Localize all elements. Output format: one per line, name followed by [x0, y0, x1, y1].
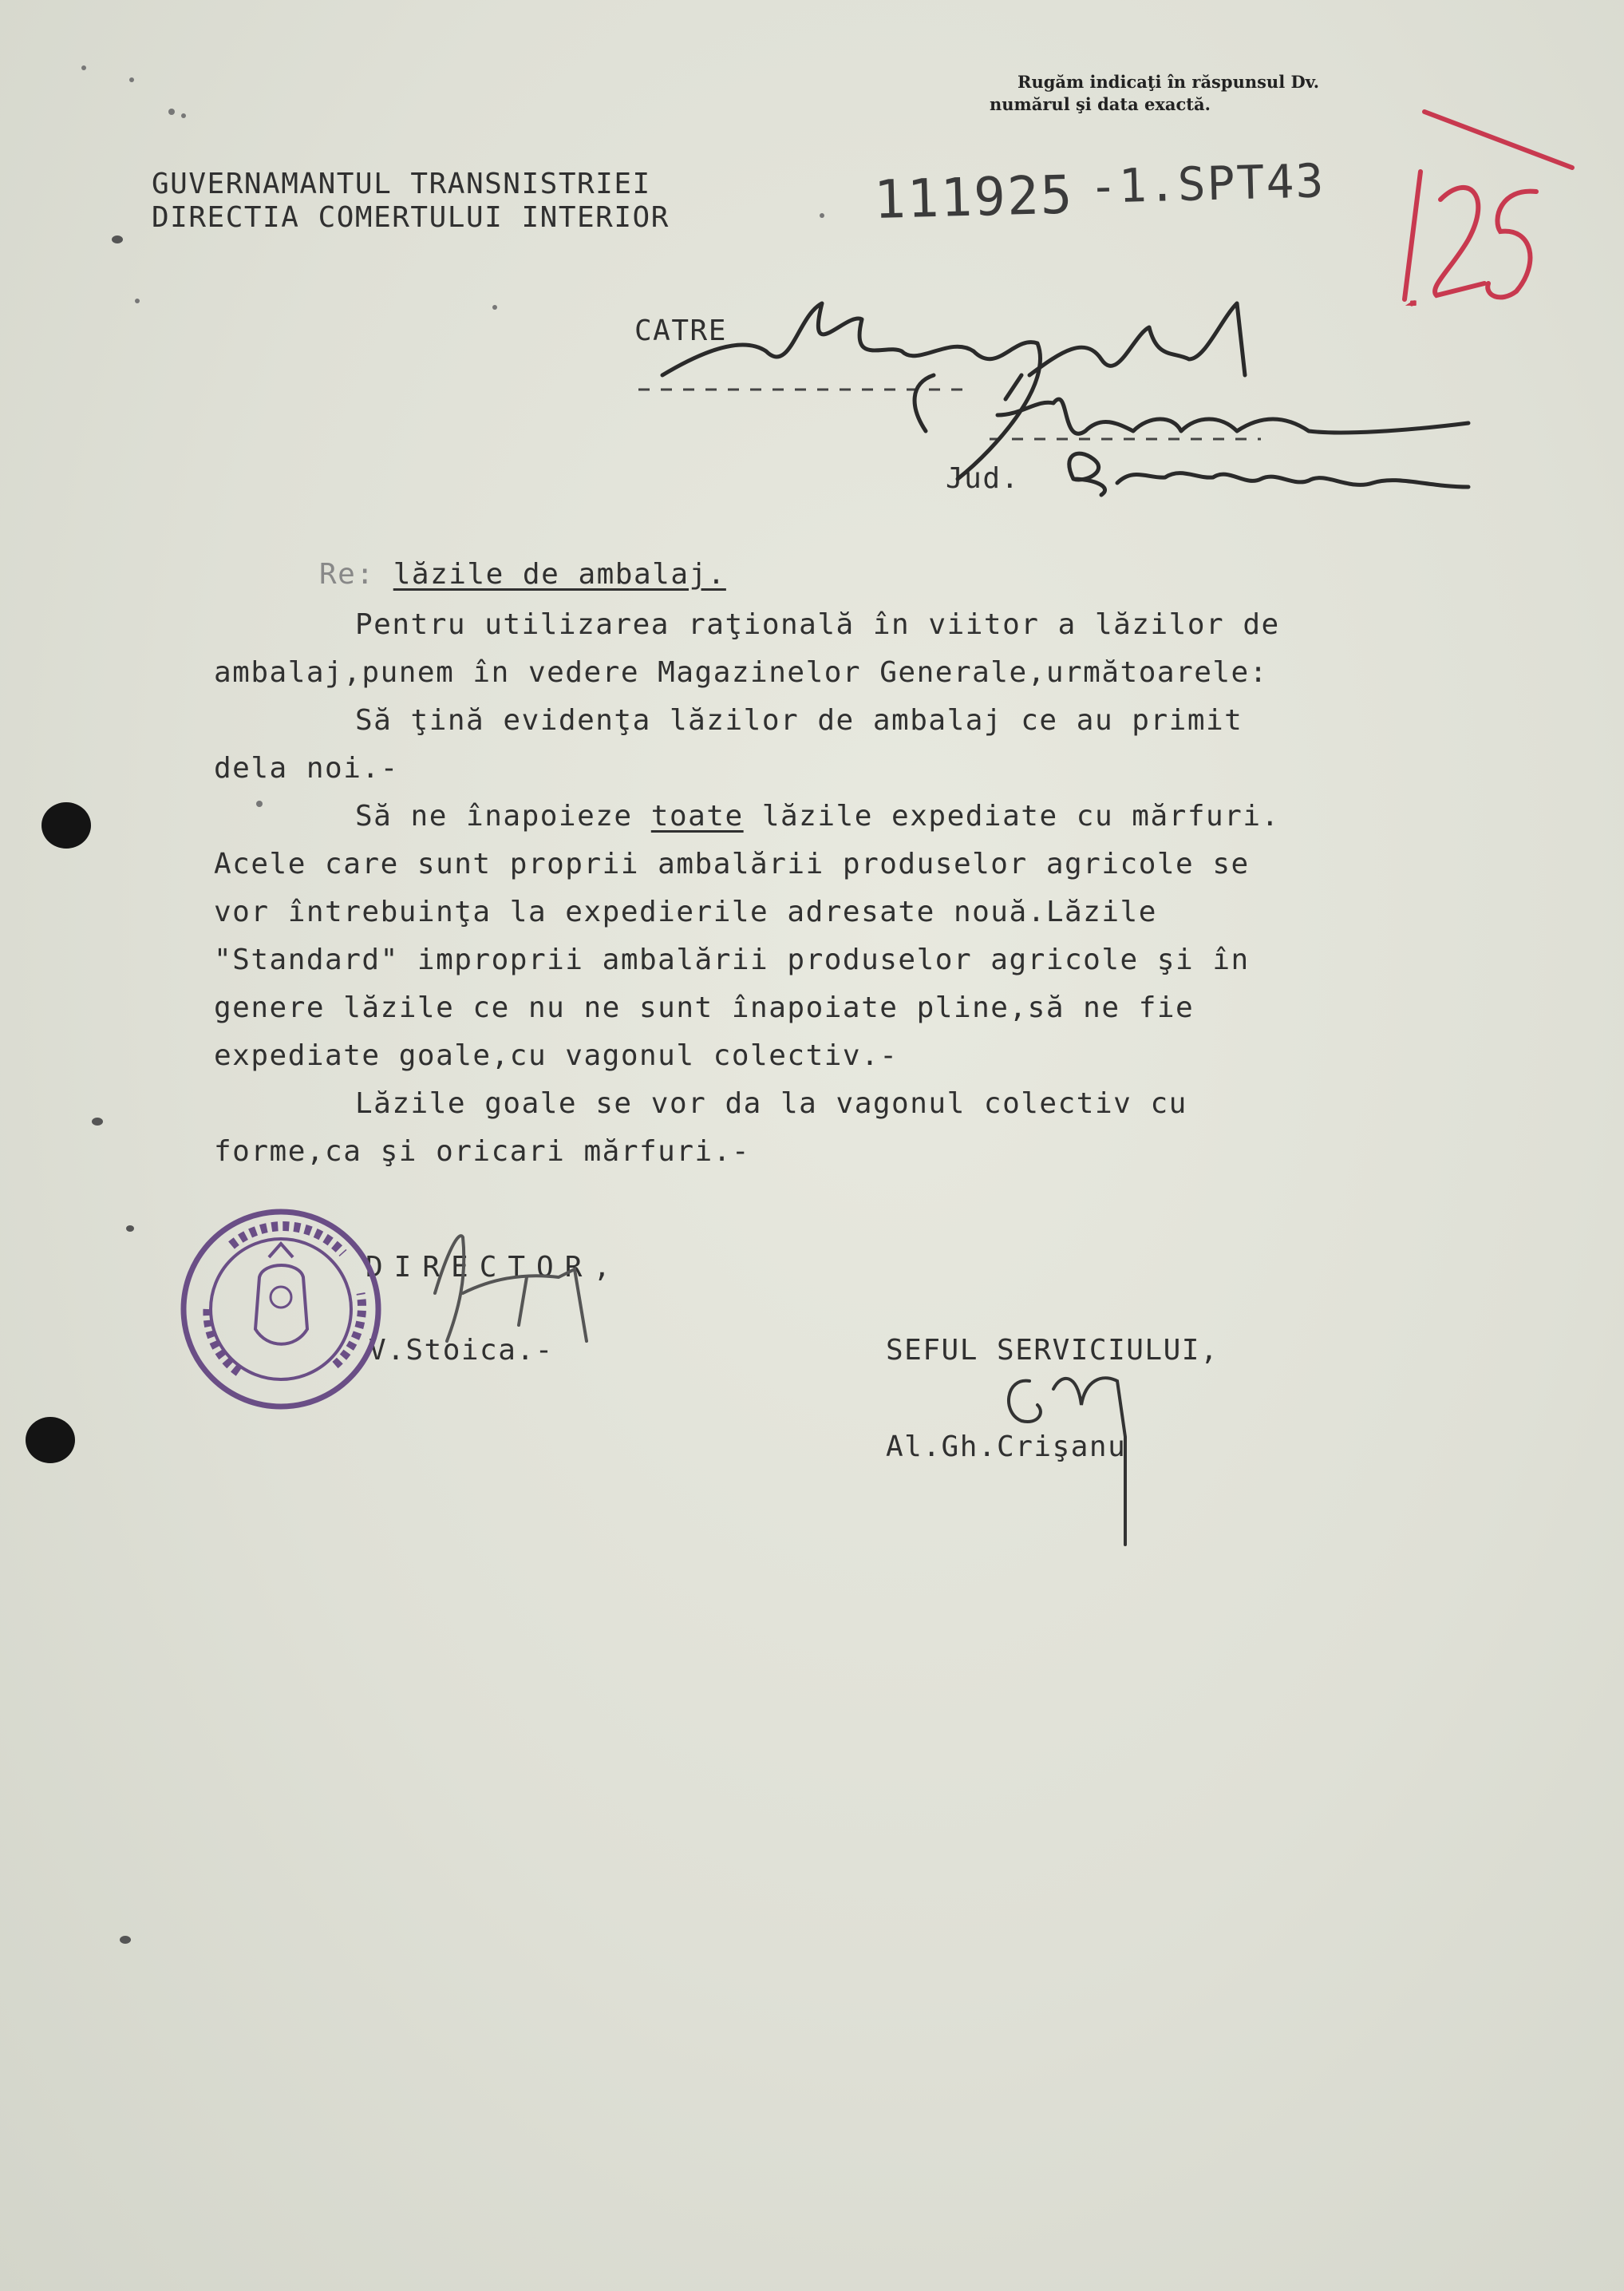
body-line-10: expediate goale,cu vagonul colectiv.-	[214, 1039, 899, 1072]
chief-name: Al.Gh.Crişanu	[886, 1430, 1127, 1463]
to-label: CATRE	[634, 315, 727, 347]
address-dotted-lines	[638, 390, 1261, 439]
margin-marks	[81, 65, 824, 807]
subject-label: Re:	[319, 558, 375, 591]
body-line-8: "Standard" improprii ambalării produselor agricole şi în	[214, 944, 1250, 976]
chief-signature	[1009, 1378, 1125, 1545]
handwritten-county	[1069, 453, 1468, 495]
body-line-4: dela noi.-	[214, 752, 399, 785]
body-line-3: Să ţină evidenţa lăzilor de ambalaj ce au primit	[355, 704, 1243, 737]
body-line-7: vor întrebuinţa la expedierile adresate nouă.Lăzile	[214, 896, 1157, 928]
subject-text: lăzile de ambalaj.	[393, 558, 726, 591]
folio-number-mark	[1405, 112, 1572, 304]
chief-title: SEFUL SERVICIULUI,	[886, 1334, 1219, 1367]
body-line-5-start: Să ne înapoieze	[355, 800, 651, 833]
handwritten-recipient	[662, 303, 1468, 479]
body-line-11: Lăzile goale se vor da la vagonul colectiv cu	[355, 1087, 1187, 1120]
folio-number: 125	[1413, 303, 1414, 304]
director-name: V.Stoica.-	[369, 1334, 554, 1367]
body-line-9: genere lăzile ce nu ne sunt înapoiate pline,să ne fie	[214, 991, 1195, 1024]
official-stamp	[184, 1212, 378, 1407]
registration-date: -1.SPT43	[1089, 153, 1326, 214]
body-line-12: forme,ca şi oricari mărfuri.-	[214, 1135, 751, 1168]
director-title: DIRECTOR,	[365, 1251, 622, 1284]
reply-instruction-line2: numărul şi data exactă.	[990, 94, 1211, 114]
sender-line1: GUVERNAMANTUL TRANSNISTRIEI	[152, 168, 651, 200]
emphasized-word: toate	[650, 800, 744, 833]
body-line-5-end: lăzile expediate cu mărfuri.	[743, 800, 1280, 833]
sender-line2: DIRECTIA COMERTULUI INTERIOR	[152, 201, 670, 234]
body-line-2: ambalaj,punem în vedere Magazinelor Generale,următoarele:	[214, 656, 1268, 689]
registration-number: 111925	[872, 164, 1075, 231]
body-line-6: Acele care sunt proprii ambalării produselor agricole se	[214, 848, 1250, 880]
director-signature	[435, 1236, 587, 1341]
county-label: Jud.	[946, 462, 1020, 495]
body-line-1: Pentru utilizarea raţională în viitor a lăzilor de	[355, 608, 1280, 641]
reply-instruction-line1: Rugăm indicaţi în răspunsul Dv.	[1017, 72, 1320, 92]
